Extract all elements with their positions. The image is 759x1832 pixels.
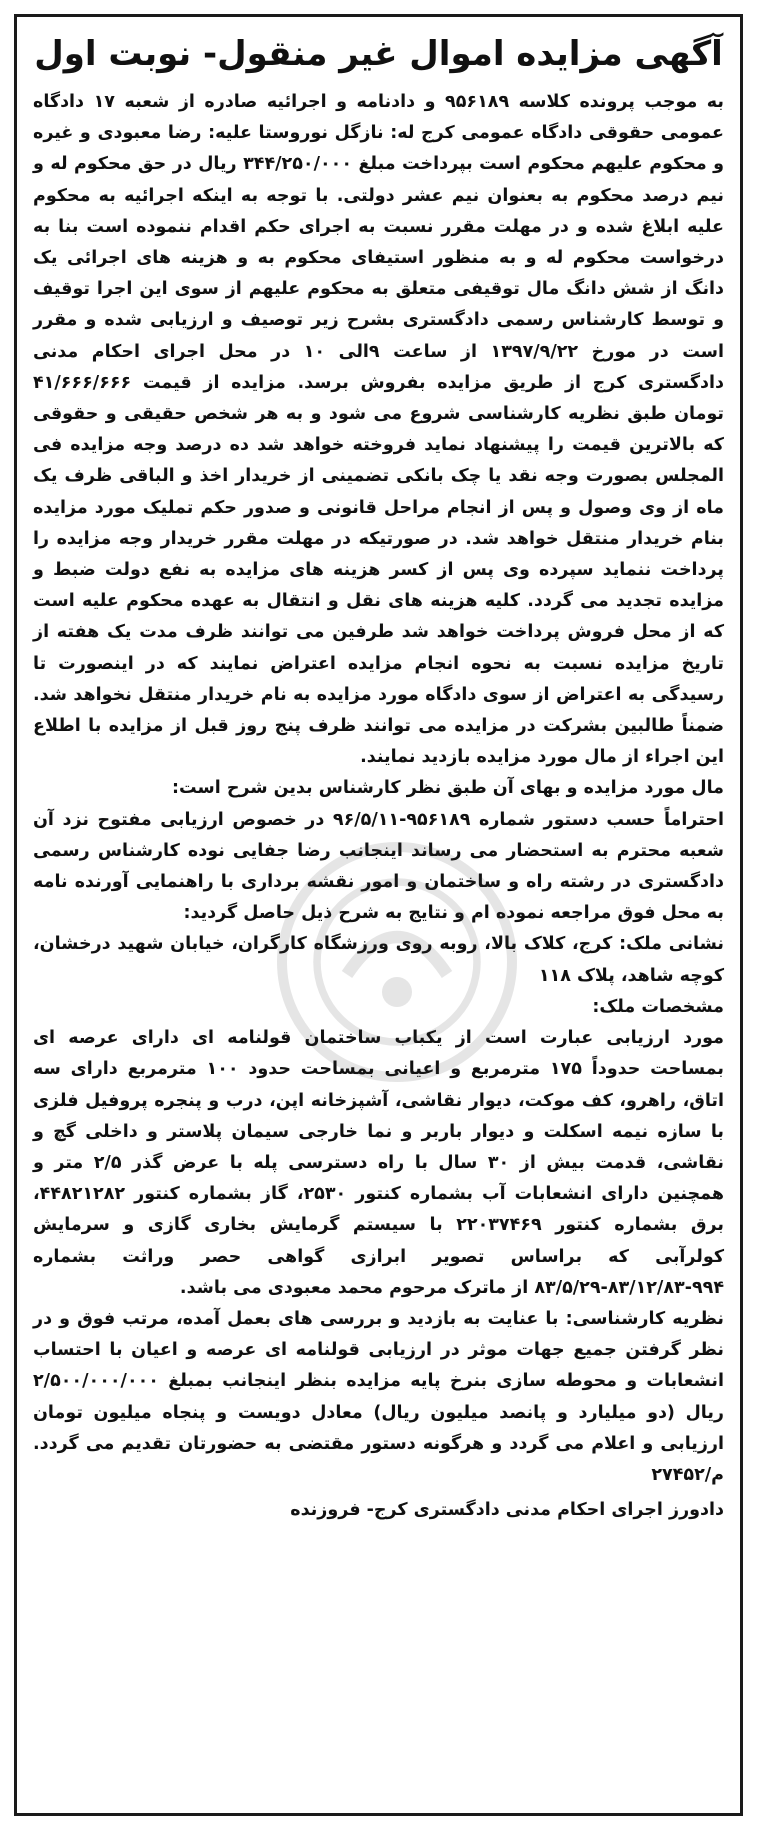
- auction-notice: [17, 17, 740, 1536]
- property-specs-heading: مشخصات ملک:: [592, 996, 724, 1017]
- notice-body-paragraph: به موجب پرونده کلاسه ۹۵۶۱۸۹ و دادنامه و اجرائیه صادره از شعبه ۱۷ دادگاه عمومی حقوقی دادگاه عمومی کرج له: نازگل نوروستا علیه: رضا معبودی و غیره و محکوم علیهم محکوم است بپرداخت مبلغ ۳۴۴/۲۵۰/۰۰۰ ریال در حق محکوم له و نیم درصد محکوم به بعنوان نیم عشر دولتی. با توجه به اینکه اجرائیه به محکوم علیه ابلاغ شده و در مهلت مقرر نسبت به اجرای حکم اقدام ننموده است بنا به درخواست محکوم له و به منظور استیفای محکوم به و هزینه های اجرائی یک دانگ از شش دانگ مال توقیفی متعلق به محکوم علیهم از سوی این اجرا توقیف و توسط کارشناس رسمی دادگستری بشرح زیر توصیف و ارزیابی شده و مقرر است در مورخ ۱۳۹۷/۹/۲۲ از ساعت ۹الی ۱۰ در محل اجرای احکام مدنی دادگستری کرج از طریق مزایده بفروش برسد. مزایده از قیمت ۴۱/۶۶۶/۶۶۶ تومان طبق نظریه کارشناسی شروع می شود و به هر شخص حقیقی و حقوقی که بالاترین قیمت را پیشنهاد نماید فروخته خواهد شد ده درصد وجه مزایده فی المجلس بصورت وجه نقد یا چک بانکی تضمینی از خریدار اخذ و الباقی ظرف یک ماه از وی وصول و پس از انجام مراحل قانونی و صدور حکم تملیک مورد مزایده بنام خریدار منتقل خواهد شد. در صورتیکه در مهلت مقرر خریدار وجه مزایده را پرداخت ننماید سپرده وی پس از کسر هزینه های مزایده به نفع دولت ضبط و مزایده تجدید می گردد. کلیه هزینه های نقل و انتقال به عهده محکوم علیه است که از محل فروش پرداخت خواهد شد طرفین می توانند ظرف مدت یک هفته از تاریخ مزایده نسبت به نحوه انجام مزایده اعتراض نمایند که در اینصورت تا رسیدگی به اعتراض از سوی دادگاه مورد مزایده به نام خریدار منتقل نخواهد شد. ضمناً طالبین بشرکت در مزایده می توانند ظرف پنج روز قبل از مزایده با اطلاع این اجراء از مال مورد مزایده بازدید نمایند.: [33, 92, 724, 768]
- notice-title: آگهی مزایده اموال غیر منقول- نوبت اول: [34, 34, 723, 74]
- expert-opinion-paragraph: نظریه کارشناسی: با عنایت به بازدید و بررسی های بعمل آمده، مرتب فوق و در نظر گرفتن جمیع جهات موثر در ارزیابی قولنامه ای عرصه و اعیان با احتساب انشعابات و محوطه سازی بنرخ پایه مزایده بنظر اینجانب بمبلغ ۲/۵۰۰/۰۰۰/۰۰۰ ریال (دو میلیارد و پانصد میلیون ریال) معادل دویست و پنجاه میلیون تومان ارزیابی و اعلام می گردد و هرگونه دستور مقتضی به حضورتان تقدیم می گردد. م/۲۷۴۵۲: [33, 1308, 724, 1485]
- notice-frame: [14, 14, 743, 1816]
- property-specs-paragraph: مورد ارزیابی عبارت است از یکباب ساختمان قولنامه ای دارای عرصه ای بمساحت حدوداً ۱۷۵ مترمربع و اعیانی بمساحت حدود ۱۰۰ مترمربع دارای سه اتاق، راهرو، کف موکت، دیوار نقاشی، آشپزخانه اپن، درب و پنجره پروفیل فلزی با سازه نیمه اسکلت و دیوار باربر و نما خارجی سیمان پلاستر و داخلی گچ و نقاشی، قدمت بیش از ۳۰ سال با راه دسترسی پله با عرض گذر ۲/۵ متر و همچنین دارای انشعابات آب بشماره کنتور ۲۵۳۰، گاز بشماره کنتور ۴۴۸۲۱۲۸۲، برق بشماره کنتور ۲۲۰۳۷۴۶۹ با سیستم گرمایش بخاری گازی و سرمایش کولرآبی که براساس تصویر ابرازی گواهی حصر وراثت بشماره ۹۹۴-۸۳/۱۲/۸۳-۸۳/۵/۲۹ از ماترک مرحوم محمد معبودی می باشد.: [33, 1028, 724, 1298]
- appraisal-heading: مال مورد مزایده و بهای آن طبق نظر کارشناس بدین شرح است:: [172, 778, 724, 799]
- appraisal-intro-paragraph: احتراماً حسب دستور شماره ۹۵۶۱۸۹-۹۶/۵/۱۱ در خصوص ارزیابی مفتوح نزد آن شعبه محترم به استحضار می رساند اینجانب رضا جفایی نوده کارشناس رسمی دادگستری در رشته راه و ساختمان و امور نقشه برداری با راهنمایی آورنده نامه به محل فوق مراجعه نموده ام و نتایج به شرح ذیل حاصل گردید:: [33, 809, 724, 924]
- signature-line: دادورز اجرای احکام مدنی دادگستری کرج- فروزنده: [290, 1500, 724, 1521]
- property-address: نشانی ملک: کرج، کلاک بالا، روبه روی ورزشگاه کارگران، خیابان شهید درخشان، کوچه شاهد، پلاک ۱۱۸: [33, 934, 724, 986]
